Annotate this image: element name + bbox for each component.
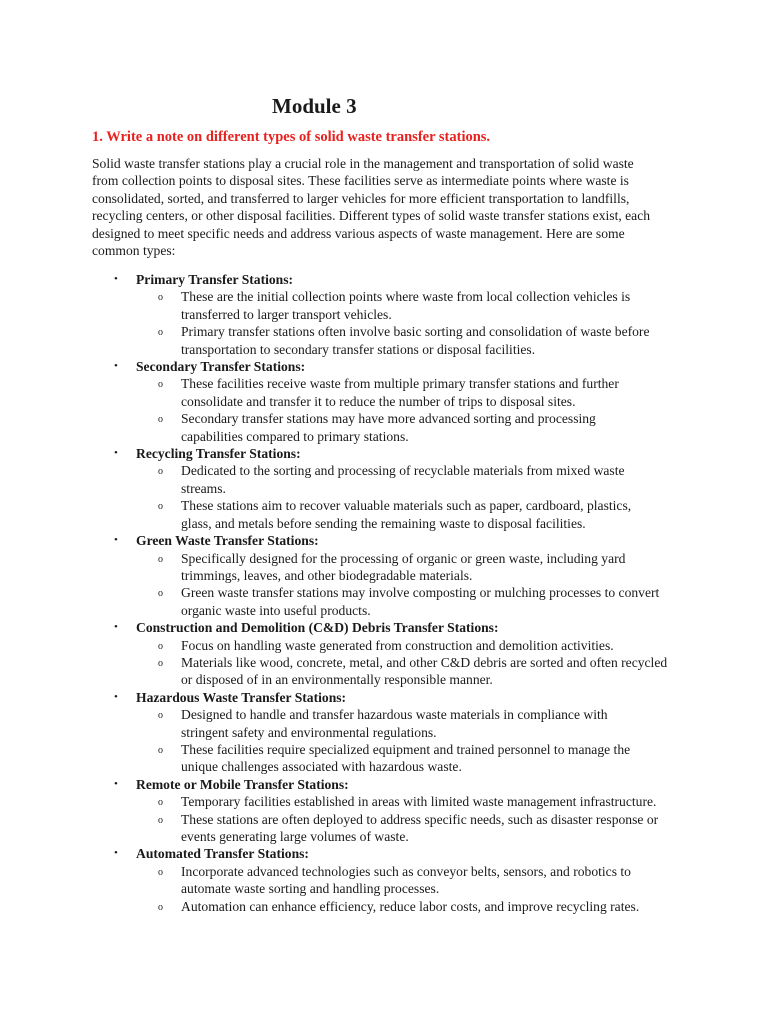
circle-bullet-icon: o [158,814,163,826]
sub-item-line: Green waste transfer stations may involve composting or mulching processes to convert [181,585,660,601]
sub-list-item [136,497,692,532]
sub-list [136,462,692,532]
circle-bullet-icon: o [158,866,163,878]
sub-item-line: Primary transfer stations often involve basic sorting and consolidation of waste before [181,324,650,340]
sub-list [136,550,692,620]
sub-item-line: transportation to secondary transfer stations or disposal facilities. [181,341,536,357]
sub-item-line: organic waste into useful products. [181,602,371,618]
circle-bullet-icon: o [158,588,163,600]
circle-bullet-icon: o [158,657,163,669]
sub-list [136,706,692,776]
sub-item-line: These facilities receive waste from multiple primary transfer stations and further [181,376,619,392]
sub-item-line: Specifically designed for the processing of organic or green waste, including yard [181,550,626,566]
sub-item-line: streams. [181,480,226,496]
sub-list-item [136,863,692,898]
circle-bullet-icon: o [158,901,163,913]
sub-list-item [136,637,692,654]
sub-list-item [136,584,692,619]
sub-item-line: These are the initial collection points where waste from local collection vehicles is [181,289,631,305]
circle-bullet-icon: o [158,327,163,339]
sub-item-line: These stations aim to recover valuable materials such as paper, cardboard, plastics, [181,498,632,514]
sub-item-line: glass, and metals before sending the remaining waste to disposal facilities. [181,515,586,531]
sub-list-item [136,323,692,358]
bullet-icon: • [114,777,118,790]
transfer-station-types-list [92,271,692,915]
sub-item-line: Temporary facilities established in areas with limited waste management infrastructure. [181,794,657,810]
bullet-icon: • [114,847,118,860]
bullet-icon: • [114,273,118,285]
sub-list-item [136,898,692,915]
circle-bullet-icon: o [158,379,163,391]
sub-item-line: capabilities compared to primary stations. [181,428,409,444]
circle-bullet-icon: o [158,744,163,756]
sub-item-line: or disposed of in an environmentally responsible manner. [181,672,493,688]
list-item [92,689,692,776]
sub-list-item [136,550,692,585]
circle-bullet-icon: o [158,797,163,809]
sub-item-line: unique challenges associated with hazardous waste. [181,759,462,775]
sub-item-line: These stations are often deployed to address specific needs, such as disaster response or [181,811,659,827]
bullet-icon: • [114,360,118,373]
sub-item-line: Automation can enhance efficiency, reduce labor costs, and improve recycling rates. [181,898,640,914]
sub-item-line: Materials like wood, concrete, metal, and other C&D debris are sorted and often recycled [181,654,668,670]
sub-list [136,375,692,445]
sub-list-item [136,741,692,776]
station-type-title: Remote or Mobile Transfer Stations: [136,776,349,792]
sub-item-line: Secondary transfer stations may have more advanced sorting and processing [181,411,596,427]
bullet-icon: • [114,447,118,460]
sub-item-line: trimmings, leaves, and other biodegradable materials. [181,567,473,583]
sub-item-line: consolidate and transfer it to reduce the number of trips to disposal sites. [181,393,576,409]
sub-item-line: Focus on handling waste generated from construction and demolition activities. [181,637,614,653]
sub-list-item [136,410,692,445]
sub-list-item [136,654,692,689]
list-item [92,358,692,445]
bullet-icon: • [114,690,118,703]
sub-list [136,793,692,845]
circle-bullet-icon: o [158,553,163,565]
circle-bullet-icon: o [158,501,163,513]
circle-bullet-icon: o [158,292,163,304]
sub-item-line: automate waste sorting and handling processes. [181,881,440,897]
sub-item-line: These facilities require specialized equipment and trained personnel to manage the [181,741,631,757]
intro-line: designed to meet specific needs and address various aspects of waste management. Here are some [92,225,625,241]
intro-line: common types: [92,243,176,259]
sub-list-item [136,288,692,323]
bullet-icon: • [114,534,118,547]
intro-paragraph [92,155,692,259]
sub-list-item [136,462,692,497]
sub-list [136,288,692,358]
station-type-title: Construction and Demolition (C&D) Debris Transfer Stations: [136,620,499,636]
list-item [92,845,692,915]
station-type-title: Primary Transfer Stations: [136,272,294,287]
intro-line: from collection points to disposal sites. These facilities serve as intermediate points where waste is [92,173,629,189]
station-type-title: Secondary Transfer Stations: [136,359,306,375]
list-item [92,532,692,619]
intro-line: Solid waste transfer stations play a crucial role in the management and transportation of solid waste [92,156,634,171]
sub-item-line: stringent safety and environmental regulations. [181,724,437,740]
module-title: Module 3 [272,94,357,118]
list-item [92,776,692,846]
station-type-title: Recycling Transfer Stations: [136,446,301,462]
list-item [92,619,692,689]
circle-bullet-icon: o [158,414,163,426]
intro-line: consolidated, sorted, and transferred to larger vehicles for more efficient transportation to landfills, [92,190,630,206]
station-type-title: Hazardous Waste Transfer Stations: [136,689,347,705]
circle-bullet-icon: o [158,466,163,478]
sub-item-line: Dedicated to the sorting and processing of recyclable materials from mixed waste [181,463,625,479]
sub-list-item [136,706,692,741]
intro-line: recycling centers, or other disposal facilities. Different types of solid waste transfer stations exist, each [92,208,651,224]
sub-item-line: Designed to handle and transfer hazardous waste materials in compliance with [181,707,608,723]
question-heading: 1. Write a note on different types of solid waste transfer stations. [92,129,491,145]
station-type-title: Automated Transfer Stations: [136,846,309,862]
list-item [92,271,692,358]
sub-item-line: transferred to larger transport vehicles. [181,306,392,322]
circle-bullet-icon: o [158,710,163,722]
station-type-title: Green Waste Transfer Stations: [136,533,319,549]
circle-bullet-icon: o [158,640,163,652]
sub-list-item [136,375,692,410]
sub-list-item [136,811,692,846]
bullet-icon: • [114,621,118,634]
sub-list [136,637,692,689]
sub-item-line: Incorporate advanced technologies such as conveyor belts, sensors, and robotics to [181,863,631,879]
sub-list [136,863,692,915]
list-item [92,445,692,532]
sub-list-item [136,793,692,810]
sub-item-line: events generating large volumes of waste. [181,829,409,844]
